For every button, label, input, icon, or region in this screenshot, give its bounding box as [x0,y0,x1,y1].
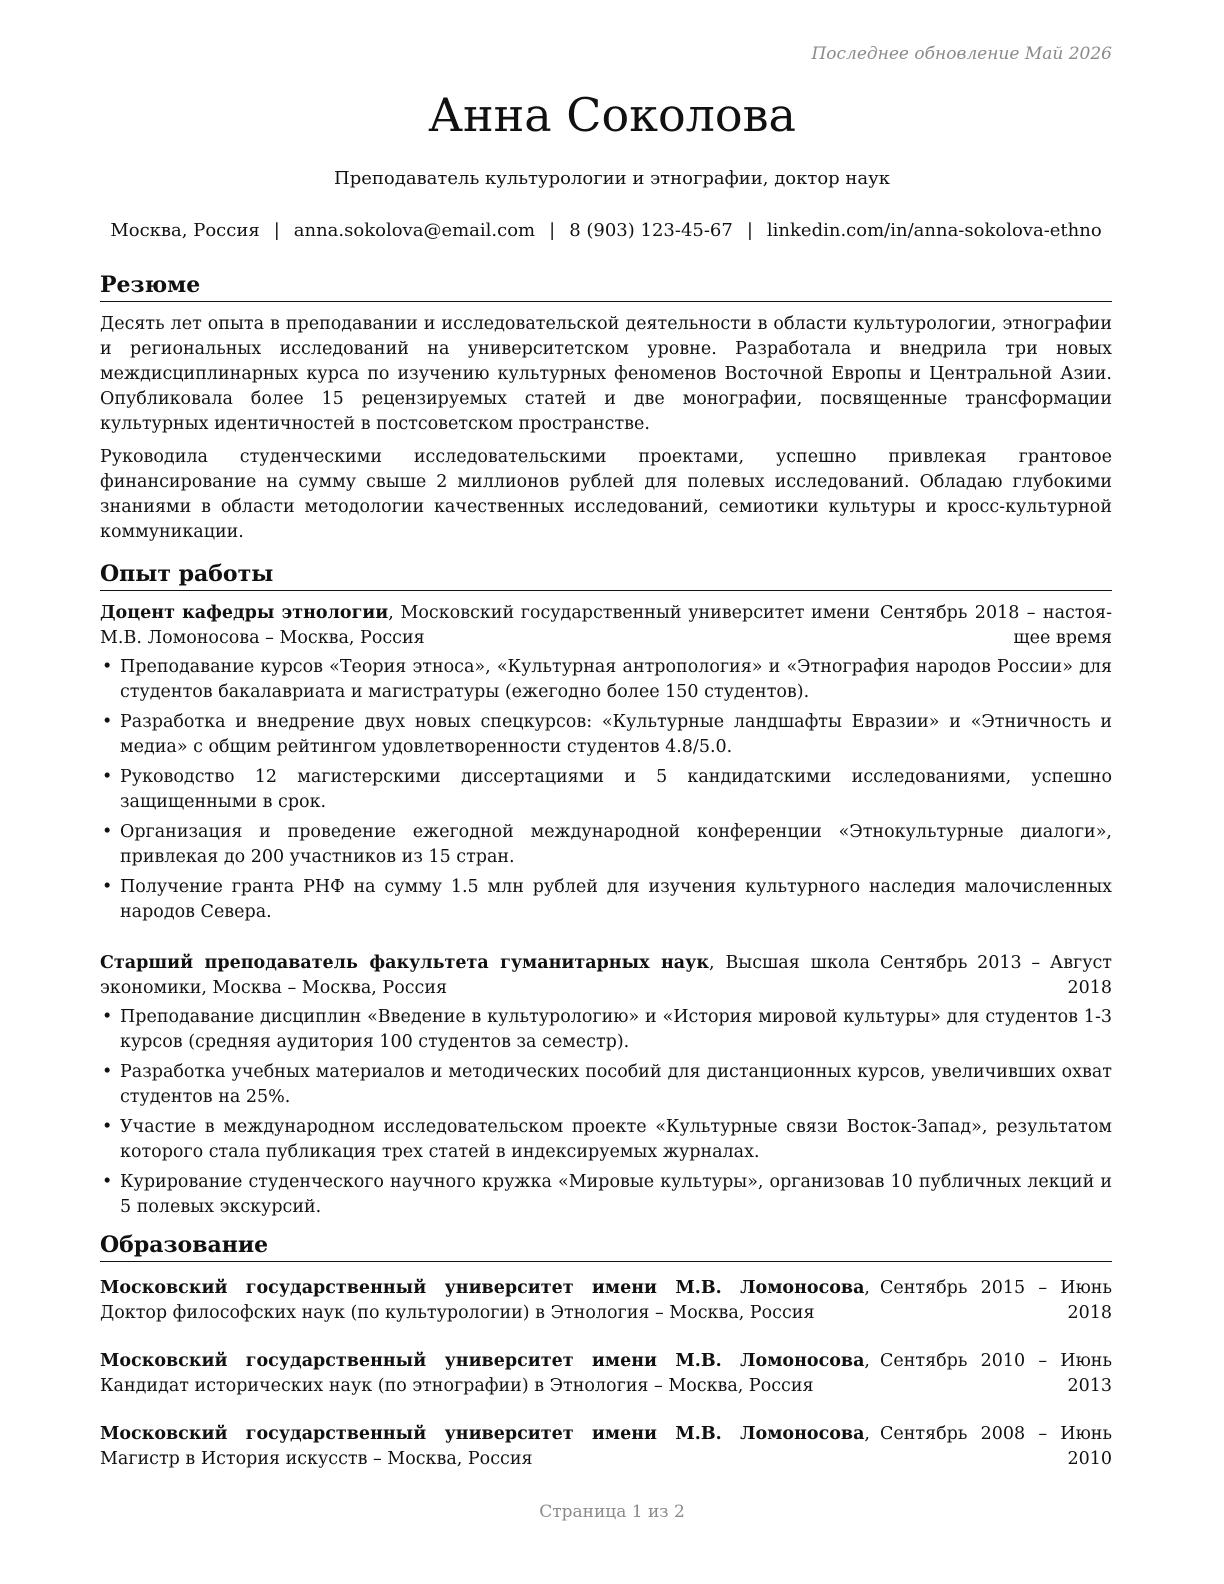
experience-heading: Опыт работы [100,559,1112,591]
education-institution: Московский государственный университет имени М.В. Ломоносова [100,1424,865,1444]
education-header [100,1349,1112,1399]
contact-phone[interactable]: 8 (903) 123-45-67 [569,220,733,241]
list-item: • Курирование студенческого научного кружка «Мировые культуры», организовав 10 публичных лекций и 5 полевых экскурсий. [100,1170,1112,1220]
education-dates: Сентябрь 2015 – Июнь 2018 [880,1278,1112,1323]
education-section [100,1230,1112,1472]
education-institution: Московский государственный университет имени М.В. Ломоносова [100,1351,865,1371]
experience-section [100,559,1112,1220]
education-entry [100,1276,1112,1326]
education-institution: Московский государственный университет имени М.В. Ломоносова [100,1278,865,1298]
education-title [100,1349,870,1399]
list-item: • Разработка учебных материалов и методических пособий для дистанционных курсов, увеличивших охват студентов на 25%. [100,1060,1112,1110]
education-heading: Образование [100,1230,1112,1262]
education-entry [100,1349,1112,1399]
job-header [100,601,1112,651]
list-item: • Разработка и внедрение двух новых спецкурсов: «Культурные ландшафты Евразии» и «Этничность и медиа» с общим рейтингом удовлетворенности студентов 4.8/5.0. [100,710,1112,760]
summary-paragraph: Руководила студенческими исследовательскими проектами, успешно привлекая грантовое финансирование на сумму свыше 2 миллионов рублей для полевых исследований. Обладаю глубокими знаниями в области методологии качественных исследований, семиотики культуры и кросс-культурной коммуникации. [100,447,1112,542]
contact-separator: | [746,220,753,241]
education-entry [100,1422,1112,1472]
job-dates: Сентябрь 2018 – настоящее время [880,603,1112,648]
education-degree: , Доктор философских наук (по культурологии) в Этнология – Москва, Россия [100,1278,870,1323]
job-bullets [100,1005,1112,1220]
summary-section [100,270,1112,545]
education-degree: , Магистр в История искусств – Москва, Россия [100,1424,870,1469]
education-degree: , Кандидат исторических наук (по этнографии) в Этнология – Москва, Россия [100,1351,870,1396]
job-entry [100,601,1112,925]
education-header [100,1276,1112,1326]
list-item: • Получение гранта РНФ на сумму 1.5 млн рублей для изучения культурного наследия малочисленных народов Севера. [100,875,1112,925]
job-organization: , Московский государственный университет имени М.В. Ломоносова – Москва, Россия [100,603,870,648]
contact-location: Москва, Россия [110,220,260,241]
contact-email[interactable]: anna.sokolova@email.com [293,220,536,241]
job-header [100,951,1112,1001]
last-updated: Последнее обновление Май 2026 [811,44,1112,64]
education-title [100,1422,870,1472]
contact-separator: | [273,220,280,241]
contact-linkedin[interactable]: linkedin.com/in/anna-sokolova-ethno [766,220,1102,241]
summary-paragraph: Десять лет опыта в преподавании и исследовательской деятельности в области культурологии, этнографии и региональных исследований на университетском уровне. Разработала и внедрила три новых междисциплинарных курса по изучению культурных феноменов Восточной Европы и Центральной Азии. Опубликовала более 15 рецензируемых статей и две монографии, посвященные трансформации культурных идентичностей в постсоветском пространстве. [100,314,1112,434]
contact-separator: | [549,220,556,241]
education-dates: Сентябрь 2010 – Июнь 2013 [880,1351,1112,1396]
list-item: • Организация и проведение ежегодной международной конференции «Этнокультурные диалоги», привлекая до 200 участников из 15 стран. [100,820,1112,870]
job-position: Старший преподаватель факультета гуманитарных наук [100,953,709,973]
job-position: Доцент кафедры этнологии [100,603,389,623]
summary-heading: Резюме [100,270,1112,302]
page-number: Страница 1 из 2 [539,1502,685,1522]
contact-line [100,220,1112,241]
job-title [100,601,870,651]
job-organization: , Высшая школа экономики, Москва – Москва, Россия [100,953,870,998]
job-subtitle: Преподаватель культурологии и этнографии, доктор наук [334,168,890,189]
list-item: • Участие в международном исследовательском проекте «Культурные связи Восток-Запад», результатом которого стала публикация трех статей в индексируемых журналах. [100,1115,1112,1165]
list-item: • Преподавание дисциплин «Введение в культурологию» и «История мировой культуры» для студентов 1-3 курсов (средняя аудитория 100 студентов за семестр). [100,1005,1112,1055]
job-title [100,951,870,1001]
resume-content [100,270,1112,1472]
education-header [100,1422,1112,1472]
job-entry [100,951,1112,1220]
person-name: Анна Соколова [428,88,796,142]
education-dates: Сентябрь 2008 – Июнь 2010 [880,1424,1112,1469]
job-bullets [100,655,1112,925]
list-item: • Преподавание курсов «Теория этноса», «Культурная антропология» и «Этнография народов России» для студентов бакалавриата и магистратуры (ежегодно более 150 студентов). [100,655,1112,705]
job-dates: Сентябрь 2013 – Август 2018 [880,953,1112,998]
list-item: • Руководство 12 магистерскими диссертациями и 5 кандидатскими исследованиями, успешно защищенными в срок. [100,765,1112,815]
education-title [100,1276,870,1326]
